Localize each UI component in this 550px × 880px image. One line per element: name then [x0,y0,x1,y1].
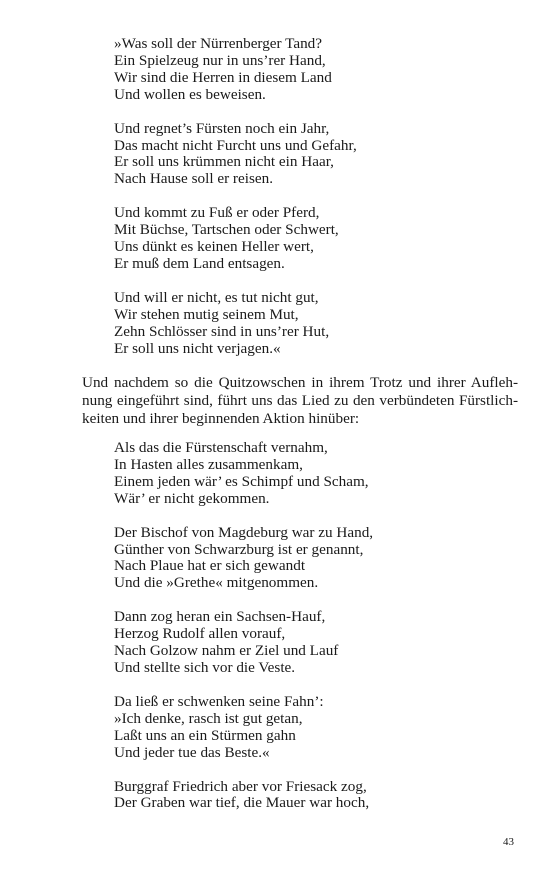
prose-paragraph [82,374,518,428]
poem-line: Er soll uns nicht verjagen.« [114,339,281,357]
poem-block-lower [114,440,534,829]
poem-line: Ein Spielzeug nur in uns’rer Hand, [114,51,326,69]
poem-line: Herzog Rudolf allen vorauf, [114,625,286,643]
poem-line: Der Bischof von Magdeburg war zu Hand, [114,523,374,541]
poem-line: Wir stehen mutig seinem Mut, [114,305,299,323]
poem-stanza [114,694,534,762]
poem-line: Als das die Fürstenschaft vernahm, [114,439,328,456]
poem-stanza [114,440,534,508]
poem-line: Nach Hause soll er reisen. [114,170,273,188]
poem-line: Nach Golzow nahm er Ziel und Lauf [114,642,339,660]
poem-line: Und jeder tue das Beste.« [114,743,270,761]
poem-line: In Hasten alles zusammenkam, [114,455,303,473]
page-number: 43 [503,836,514,848]
poem-line: Und regnet’s Fürsten noch ein Jahr, [114,119,330,137]
poem-line: Und wollen es beweisen. [114,85,266,103]
poem-line: Dann zog heran ein Sachsen-Hauf, [114,608,326,626]
poem-line: »Ich denke, rasch ist gut getan, [114,709,303,727]
prose-line: nung eingeführt sind, führt uns das Lied zu den verbündeten Fürstlich- [82,392,518,409]
prose-line: keiten und ihrer beginnenden Aktion hinüber: [82,410,360,427]
poem-stanza [114,36,534,104]
poem-line: Burggraf Friedrich aber vor Friesack zog, [114,777,367,795]
poem-line: Zehn Schlösser sind in uns’rer Hut, [114,322,330,340]
poem-stanza [114,525,534,593]
poem-line: Wär’ er nicht gekommen. [114,489,270,507]
poem-line: Und die »Grethe« mitgenommen. [114,574,319,592]
poem-line: Da ließ er schwenken seine Fahn’: [114,692,324,710]
poem-line: Mit Büchse, Tartschen oder Schwert, [114,221,339,239]
poem-stanza [114,290,534,358]
poem-line: Wir sind die Herren in diesem Land [114,68,332,86]
poem-line: Laßt uns an ein Stürmen gahn [114,726,296,744]
poem-stanza [114,121,534,189]
poem-block-upper [114,36,534,375]
poem-line: Uns dünkt es keinen Heller wert, [114,238,314,256]
poem-line: Der Graben war tief, die Mauer war hoch, [114,794,370,812]
poem-line: Er muß dem Land entsagen. [114,254,285,272]
poem-line: Günther von Schwarzburg ist er genannt, [114,540,364,558]
prose-line: Und nachdem so die Quitzowschen in ihrem Trotz und ihrer Aufleh- [82,374,518,391]
poem-line: Einem jeden wär’ es Schimpf und Scham, [114,472,369,490]
poem-stanza [114,205,534,273]
poem-line: Und stellte sich vor die Veste. [114,658,296,676]
poem-line: Das macht nicht Furcht uns und Gefahr, [114,136,357,154]
poem-line: Und will er nicht, es tut nicht gut, [114,288,319,306]
poem-stanza [114,779,534,813]
poem-line: »Was soll der Nürrenberger Tand? [114,35,323,52]
poem-stanza [114,609,534,677]
poem-line: Er soll uns krümmen nicht ein Haar, [114,153,334,171]
poem-line: Nach Plaue hat er sich gewandt [114,557,306,575]
poem-line: Und kommt zu Fuß er oder Pferd, [114,204,320,222]
